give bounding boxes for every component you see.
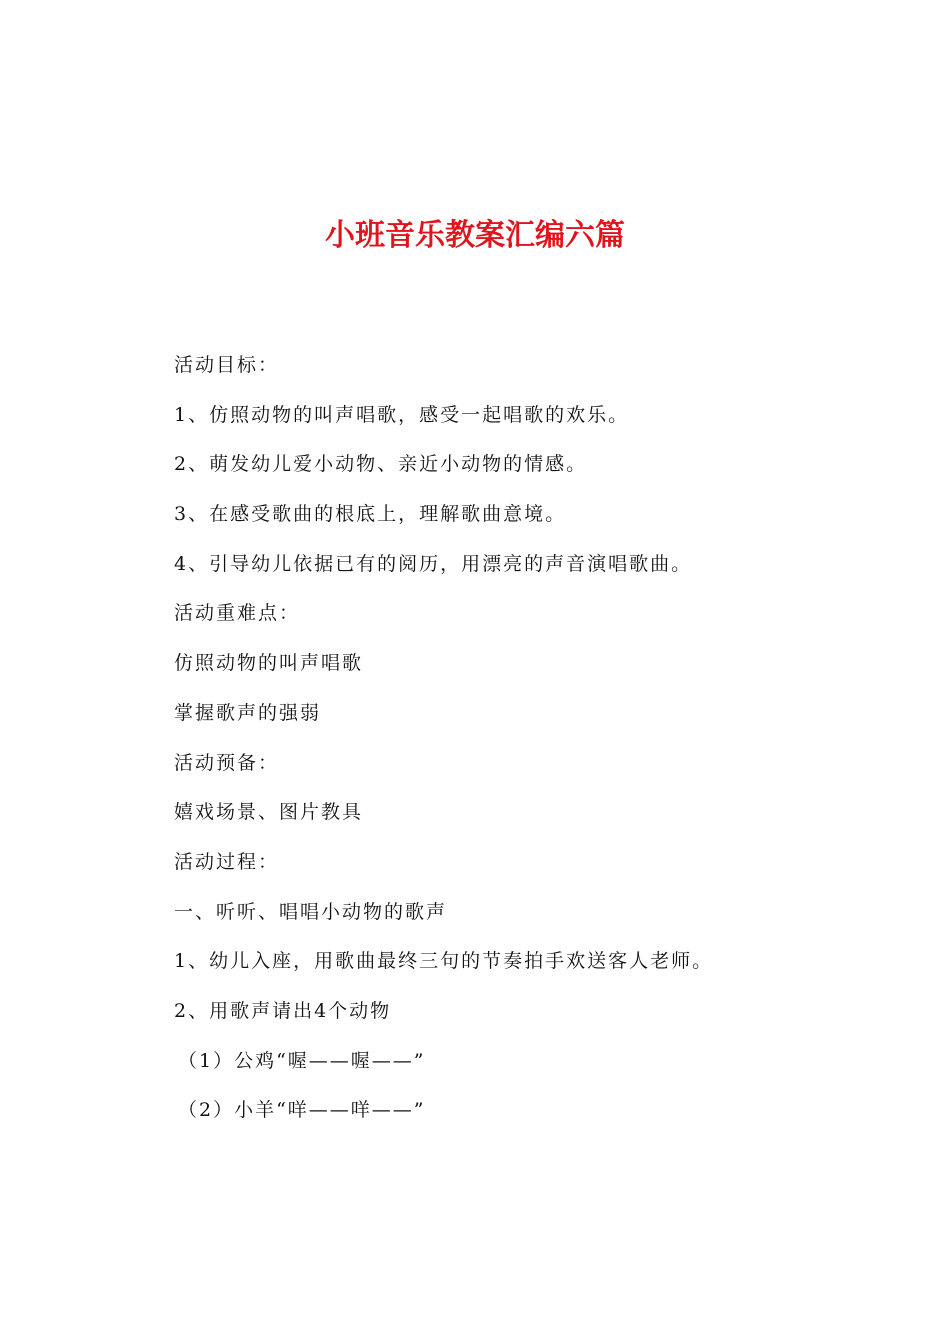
paragraph-line: （1）公鸡“喔——喔——” [178, 1049, 426, 1072]
paragraph-line: 4、引导幼儿依据已有的阅历，用漂亮的声音演唱歌曲。 [174, 552, 693, 575]
document-body [174, 345, 874, 1140]
paragraph-line: 掌握歌声的强弱 [174, 701, 322, 724]
paragraph-line: 仿照动物的叫声唱歌 [174, 652, 364, 675]
section-heading-process: 活动过程： [174, 850, 280, 873]
paragraph-line: 2、用歌声请出4个动物 [174, 999, 392, 1022]
paragraph-line: （2）小羊“咩——咩——” [178, 1099, 426, 1122]
paragraph-line: 2、萌发幼儿爱小动物、亲近小动物的情感。 [174, 453, 588, 476]
section-heading-preparation: 活动预备： [174, 751, 280, 774]
document-title: 小班音乐教案汇编六篇 [325, 218, 625, 253]
paragraph-line: 一、听听、唱唱小动物的歌声 [174, 900, 448, 923]
section-heading-key-points: 活动重难点： [174, 602, 301, 625]
paragraph-line: 1、幼儿入座，用歌曲最终三句的节奏拍手欢送客人老师。 [174, 950, 714, 973]
section-heading-goals: 活动目标： [174, 354, 280, 376]
paragraph-line: 3、在感受歌曲的根底上，理解歌曲意境。 [174, 503, 567, 526]
paragraph-line: 嬉戏场景、图片教具 [174, 801, 364, 824]
paragraph-line: 1、仿照动物的叫声唱歌，感受一起唱歌的欢乐。 [174, 403, 630, 426]
